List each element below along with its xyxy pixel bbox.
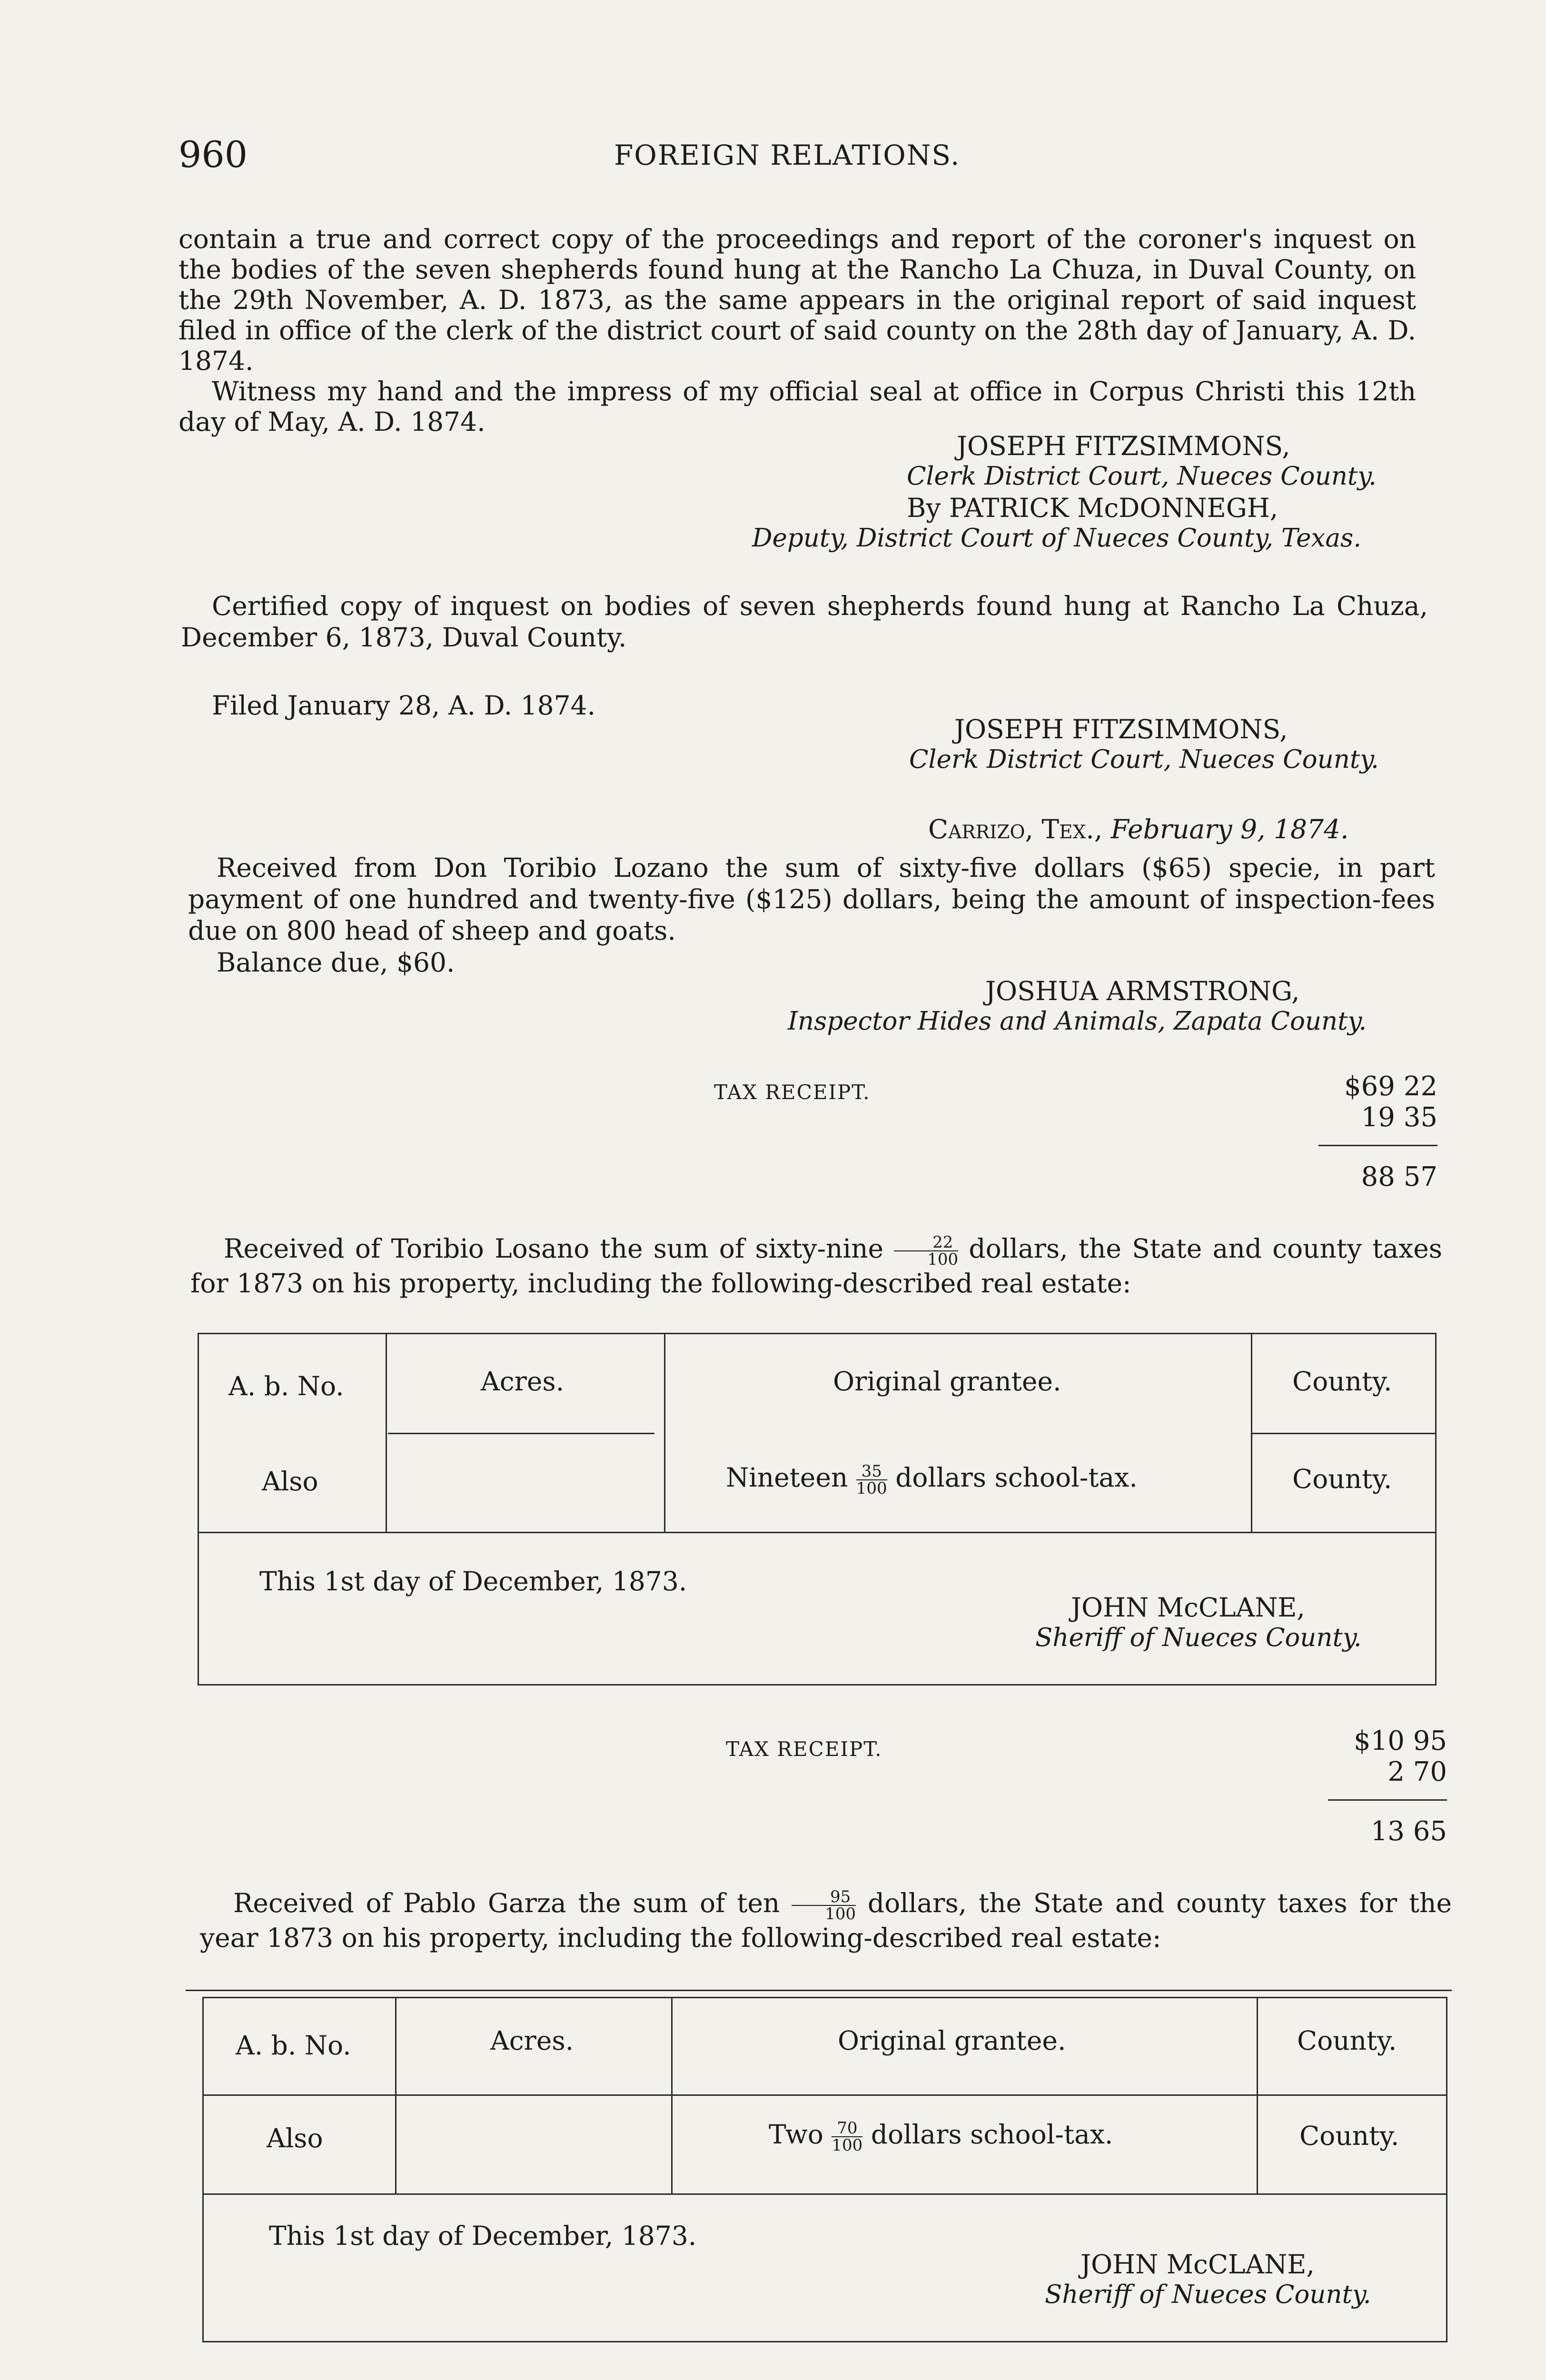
running-title: FOREIGN RELATIONS. <box>614 139 961 171</box>
tax1-col-line-1 <box>386 1333 387 1533</box>
tax2-amount1: $10 95 <box>1354 1726 1447 1756</box>
tax2-text-b: dollars, the State and county taxes for the year 1873 on his property, including the following-described real estate: <box>200 1888 1452 1953</box>
receipt-signer-title: Inspector Hides and Animals, Zapata County. <box>788 1007 1367 1036</box>
tax1-row-frac-num: 35 <box>856 1463 887 1480</box>
tax2-signer-title: Sheriff of Nueces County. <box>1045 2280 1371 2309</box>
tax2-row-frac-num: 70 <box>832 2120 862 2137</box>
certificate-text: contain a true and correct copy of the proceedings and report of the coroner's inquest on the bodies of the seven shepherds found hung at the Rancho La Chuza, in Duval County, on the 29th November, A. D. 1873, as the same appears in the original report of said inquest filed in office of the clerk of the district court of said county on the 28th day of January, A. D. 1874. <box>178 224 1416 376</box>
certificate-signer: JOSEPH FITZSIMMONS, <box>957 431 1290 461</box>
endorsement-signer-title: Clerk District Court, Nueces County. <box>909 745 1379 774</box>
tax1-text <box>190 1233 1442 1299</box>
tax1-text-a: Received of Toribio Losano the sum of sixty-nine <box>224 1233 884 1264</box>
tax2-signer: JOHN McCLANE, <box>1080 2249 1315 2280</box>
tax1-frac-num: 22 <box>894 1234 958 1251</box>
tax1-col-county: County. <box>1292 1366 1392 1397</box>
endorsement-filed: Filed January 28, A. D. 1874. <box>212 690 596 721</box>
receipt-balance: Balance due, $60. <box>217 947 455 978</box>
tax1-amount1: $69 22 <box>1344 1071 1437 1102</box>
tax1-col-line-2 <box>664 1333 665 1533</box>
tax1-col-grantee: Original grantee. <box>833 1366 1061 1397</box>
tax2-row-mid <box>769 2119 1113 2153</box>
tax2-row-frac-den: 100 <box>832 2136 863 2155</box>
tax2-col-abno: A. b. No. <box>236 2030 351 2061</box>
tax2-text <box>200 1887 1452 1954</box>
endorsement-text: Certified copy of inquest on bodies of seven shepherds found hung at Rancho La Chuza, December 6, 1873, Duval County. <box>181 591 1428 653</box>
tax1-row-frac-den: 100 <box>856 1479 887 1498</box>
receipt-signer: JOSHUA ARMSTRONG, <box>985 976 1300 1006</box>
tax2-row-rule <box>202 2193 1446 2195</box>
tax1-row-rule <box>198 1532 1437 1533</box>
tax1-row-last: County. <box>1292 1464 1392 1494</box>
tax1-signer-title: Sheriff of Nueces County. <box>1035 1623 1362 1652</box>
tax1-signer: JOHN McCLANE, <box>1071 1592 1305 1623</box>
tax2-date-line: This 1st day of December, 1873. <box>269 2221 697 2251</box>
tax2-col-county: County. <box>1297 2025 1397 2056</box>
tax2-row-mid-b: dollars school-tax. <box>871 2119 1113 2150</box>
tax1-amount2: 19 35 <box>1361 1102 1437 1133</box>
tax2-amount2: 2 70 <box>1387 1756 1447 1787</box>
tax1-total: 88 57 <box>1361 1161 1437 1192</box>
receipt-date: February 9, 1874. <box>1110 814 1349 844</box>
certificate-by: By PATRICK McDONNEGH, <box>907 493 1278 523</box>
receipt-text: Received from Don Toribio Lozano the sum of sixty-five dollars ($65) specie, in part payment of one hundred and twenty-five ($125) dollars, being the amount of inspection-fees due on 800 head of sheep and goats. <box>188 853 1435 946</box>
tax2-fraction <box>792 1889 856 1922</box>
tax1-table-left-edge <box>198 1333 199 1684</box>
tax1-sum-rule <box>1318 1145 1437 1146</box>
tax1-row-mid-b: dollars school-tax. <box>895 1462 1138 1493</box>
endorsement-signer: JOSEPH FITZSIMMONS, <box>954 714 1288 744</box>
tax2-frac-den: 100 <box>825 1904 856 1924</box>
tax1-header-rule-2 <box>1252 1433 1435 1434</box>
tax1-fraction <box>894 1234 958 1268</box>
tax2-row-fraction <box>832 2120 862 2153</box>
tax1-frac-den: 100 <box>927 1250 959 1269</box>
tax2-heading: TAX RECEIPT. <box>726 1737 882 1761</box>
tax2-row-first: Also <box>267 2123 323 2153</box>
tax1-header-rule-1 <box>388 1433 654 1434</box>
receipt-place: Carrizo, Tex., <box>928 814 1103 844</box>
certificate-signer-title: Clerk District Court, Nueces County. <box>907 462 1377 491</box>
tax1-date-line: This 1st day of December, 1873. <box>259 1566 687 1597</box>
tax1-col-acres: Acres. <box>481 1366 565 1397</box>
tax2-text-a: Received of Pablo Garza the sum of ten <box>233 1888 780 1918</box>
tax1-row-mid-a: Nineteen <box>726 1462 848 1493</box>
tax2-total: 13 65 <box>1370 1816 1447 1847</box>
tax2-row-last: County. <box>1299 2121 1399 2151</box>
certificate-by-title: Deputy, District Court of Nueces County, Texas. <box>752 524 1362 553</box>
tax1-col-abno: A. b. No. <box>228 1371 344 1401</box>
tax2-col-acres: Acres. <box>490 2025 574 2056</box>
page-number: 960 <box>178 133 248 176</box>
tax2-header-rule <box>202 2094 1446 2096</box>
tax2-frac-num: 95 <box>792 1889 856 1906</box>
tax1-heading: TAX RECEIPT. <box>714 1081 871 1104</box>
tax1-row-mid <box>726 1462 1138 1497</box>
receipt-dateline <box>928 814 1348 844</box>
tax1-text-b: dollars, the State and county taxes for 1873 on his property, including the following-described real estate: <box>190 1233 1442 1299</box>
certificate-witness: Witness my hand and the impress of my official seal at office in Corpus Christi this 12th day of May, A. D. 1874. <box>178 376 1416 437</box>
tax2-table-top-rule <box>186 1990 1452 1991</box>
tax2-col-grantee: Original grantee. <box>838 2025 1066 2056</box>
tax2-row-mid-a: Two <box>769 2119 823 2150</box>
tax1-row-first: Also <box>262 1466 318 1497</box>
tax2-sum-rule <box>1328 1799 1447 1801</box>
tax1-row-fraction <box>856 1463 887 1497</box>
